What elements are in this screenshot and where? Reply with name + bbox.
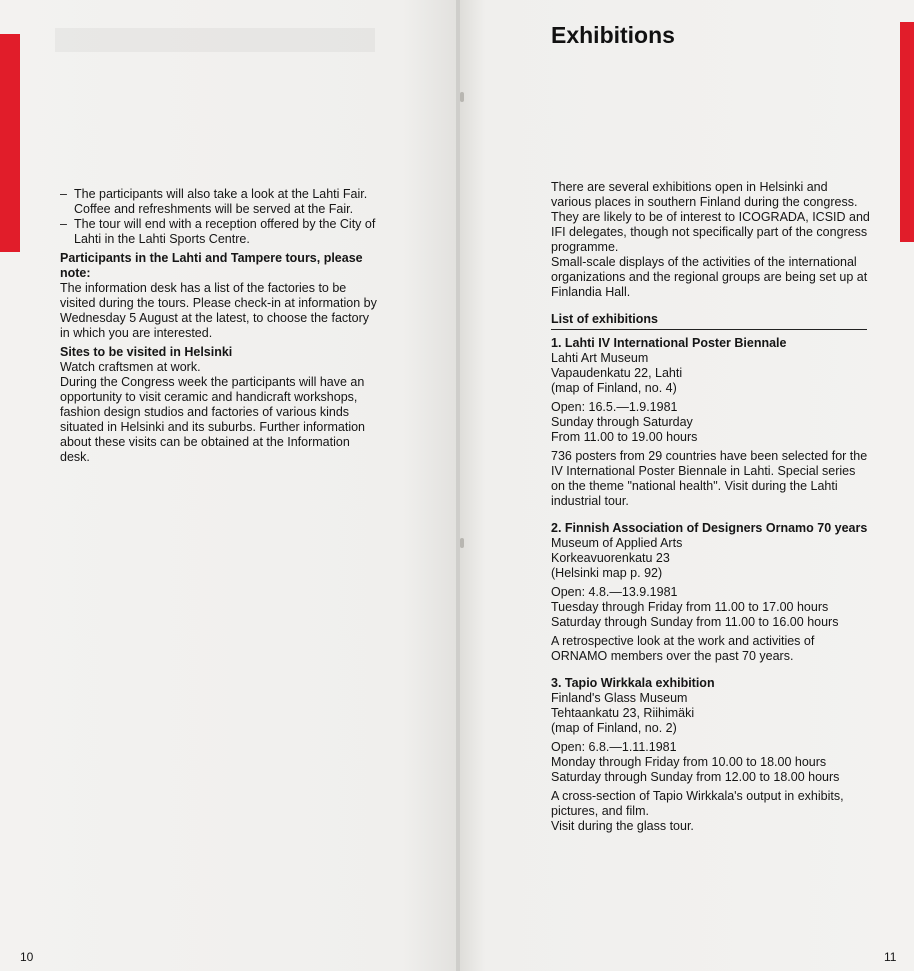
exhibition-map-ref: (map of Finland, no. 4) <box>551 381 677 395</box>
binding-staple <box>460 538 464 548</box>
exhibition-open: Open: 4.8.—13.9.1981 <box>551 585 678 599</box>
exhibition-title: 3. Tapio Wirkkala exhibition <box>551 676 715 690</box>
exhibition-title: 2. Finnish Association of Designers Ornamo 70 years <box>551 521 868 535</box>
bullet-text: The tour will end with a reception offered by the City of Lahti in the Lahti Sports Centre. <box>74 217 376 246</box>
left-text-column <box>60 187 380 465</box>
sites-line: Watch craftsmen at work. <box>60 360 201 374</box>
intro-paragraph: There are several exhibitions open in Helsinki and various places in southern Finland during the congress. They are likely to be of interest to ICOGRADA, ICSID and IFI delegates, though not specifically part of the congress programme. <box>551 180 870 254</box>
exhibition-address: Korkeavuorenkatu 23 <box>551 551 670 565</box>
exhibition-description: A cross-section of Tapio Wirkkala's output in exhibits, pictures, and film. <box>551 789 844 818</box>
book-spine <box>456 0 460 971</box>
tours-heading: Participants in the Lahti and Tampere tours, please note: <box>60 251 363 280</box>
exhibition-map-ref: (Helsinki map p. 92) <box>551 566 663 580</box>
exhibition-map-ref: (map of Finland, no. 2) <box>551 721 677 735</box>
exhibition-hours: Saturday through Sunday from 11.00 to 16.00 hours <box>551 615 839 629</box>
sites-heading: Sites to be visited in Helsinki <box>60 345 233 359</box>
exhibition-hours: Tuesday through Friday from 11.00 to 17.00 hours <box>551 600 829 614</box>
exhibition-hours: Saturday through Sunday from 12.00 to 18.00 hours <box>551 770 840 784</box>
exhibition-title: 1. Lahti IV International Poster Biennale <box>551 336 787 350</box>
bullet-item <box>60 217 380 247</box>
bullet-text: The participants will also take a look at the Lahti Fair. Coffee and refreshments will be served at the Fair. <box>74 187 368 216</box>
exhibition-hours: Sunday through Saturday <box>551 415 693 429</box>
page-number-right: 11 <box>884 950 897 964</box>
exhibition-venue: Finland's Glass Museum <box>551 691 688 705</box>
red-edge-tab-left <box>0 34 20 252</box>
exhibition-hours: From 11.00 to 19.00 hours <box>551 430 698 444</box>
exhibition-item <box>551 336 871 509</box>
bleed-through-heading <box>55 28 375 52</box>
exhibition-description-2: Visit during the glass tour. <box>551 819 694 833</box>
exhibition-address: Vapaudenkatu 22, Lahti <box>551 366 683 380</box>
dash-marker: – <box>60 187 67 201</box>
dash-marker: – <box>60 217 67 231</box>
right-text-column <box>551 180 871 834</box>
red-edge-tab-right <box>900 22 914 242</box>
exhibition-open: Open: 16.5.—1.9.1981 <box>551 400 678 414</box>
exhibition-description: 736 posters from 29 countries have been selected for the IV International Poster Biennale in Lahti. Special series on the theme "national health". Visit during the Lahti industrial tour. <box>551 449 868 508</box>
exhibition-venue: Lahti Art Museum <box>551 351 649 365</box>
exhibition-open: Open: 6.8.—1.11.1981 <box>551 740 677 754</box>
exhibition-item <box>551 521 871 664</box>
exhibition-venue: Museum of Applied Arts <box>551 536 683 550</box>
exhibition-description: A retrospective look at the work and activities of ORNAMO members over the past 70 years. <box>551 634 815 663</box>
exhibition-item <box>551 676 871 834</box>
page-title: Exhibitions <box>551 22 675 48</box>
list-heading: List of exhibitions <box>551 312 867 330</box>
binding-staple <box>460 92 464 102</box>
sites-paragraph: During the Congress week the participants will have an opportunity to visit ceramic and handicraft workshops, fashion design studios and factories of various kinds situated in Helsinki and its suburbs. Further information about these visits can be obtained at the Information desk. <box>60 375 366 464</box>
exhibition-address: Tehtaankatu 23, Riihimäki <box>551 706 695 720</box>
page-number-left: 10 <box>20 950 34 964</box>
exhibition-hours: Monday through Friday from 10.00 to 18.00 hours <box>551 755 827 769</box>
bullet-item <box>60 187 380 217</box>
intro-paragraph-2: Small-scale displays of the activities of the international organizations and the regional groups are being set up at Finlandia Hall. <box>551 255 868 299</box>
tours-paragraph: The information desk has a list of the factories to be visited during the tours. Please check-in at information by Wednesday 5 August at the latest, to choose the factory in which you are interested. <box>60 281 377 340</box>
